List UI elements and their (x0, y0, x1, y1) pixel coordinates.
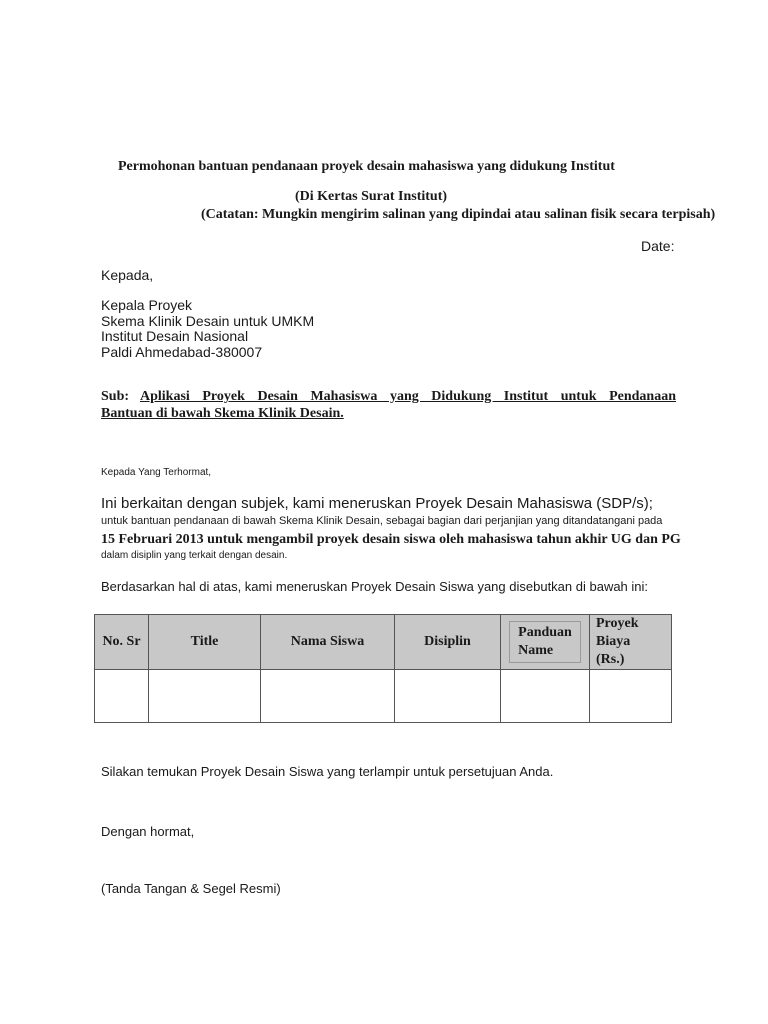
header-disiplin-text: Disiplin (424, 634, 471, 649)
greeting: Kepada Yang Terhormat, (101, 467, 212, 478)
panduan-box (509, 621, 581, 663)
table-cell (501, 670, 590, 723)
date-label: Date: (641, 238, 675, 254)
header-panduan (501, 615, 590, 670)
header-nama-text: Nama Siswa (290, 634, 365, 649)
header-disiplin (395, 615, 501, 670)
header-nama-siswa (261, 615, 395, 670)
table-cell (261, 670, 395, 723)
subject-line-2: Bantuan di bawah Skema Klinik Desain. (101, 406, 344, 421)
header-title-text: Title (190, 634, 219, 649)
table-row (95, 670, 672, 723)
paragraph-4: dalam disiplin yang terkait dengan desain. (101, 550, 288, 561)
projects-table (94, 614, 672, 723)
header-title (149, 615, 261, 670)
subject-label: Sub: (101, 389, 130, 404)
table-cell (149, 670, 261, 723)
copy-note: (Catatan: Mungkin mengirim salinan yang dipindai atau salinan fisik secara terpisah) (201, 207, 716, 222)
table-cell (590, 670, 672, 723)
header-biaya-line-1: Proyek (596, 616, 639, 631)
recipient-line-1: Kepala Proyek (101, 297, 193, 313)
table-cell (95, 670, 149, 723)
salutation: Kepada, (101, 267, 154, 283)
paragraph-3: 15 Februari 2013 untuk mengambil proyek desain siswa oleh mahasiswa tahun akhir UG dan PG (101, 532, 681, 547)
signature-placeholder: (Tanda Tangan & Segel Resmi) (101, 881, 281, 896)
paragraph-5: Berdasarkan hal di atas, kami meneruskan Proyek Desain Siswa yang disebutkan di bawah ini: (101, 579, 649, 594)
header-panduan-line-2: Name (518, 643, 554, 658)
subject-line-1: Aplikasi Proyek Desain Mahasiswa yang Didukung Institut untuk Pendanaan (140, 389, 676, 404)
closing: Dengan hormat, (101, 824, 195, 839)
paragraph-2: untuk bantuan pendanaan di bawah Skema Klinik Desain, sebagai bagian dari perjanjian yang ditandatangani pada (101, 515, 663, 527)
table-cell (395, 670, 501, 723)
paragraph-1: Ini berkaitan dengan subjek, kami meneruskan Proyek Desain Mahasiswa (SDP/s); (101, 495, 653, 512)
header-panduan-line-1: Panduan (518, 625, 572, 640)
letterhead-note: (Di Kertas Surat Institut) (295, 189, 448, 204)
recipient-line-2: Skema Klinik Desain untuk UMKM (101, 313, 315, 329)
header-no-text: No. Sr (102, 634, 141, 649)
recipient-line-3: Institut Desain Nasional (101, 328, 249, 344)
table-header-row (95, 615, 672, 670)
document-title: Permohonan bantuan pendanaan proyek desain mahasiswa yang didukung Institut (118, 159, 615, 174)
header-biaya-line-2: Biaya (596, 634, 631, 649)
header-biaya (590, 615, 672, 670)
header-biaya-line-3: (Rs.) (596, 652, 625, 667)
recipient-line-4: Paldi Ahmedabad-380007 (101, 344, 263, 360)
request-text: Silakan temukan Proyek Desain Siswa yang terlampir untuk persetujuan Anda. (101, 764, 554, 779)
header-no (95, 615, 149, 670)
